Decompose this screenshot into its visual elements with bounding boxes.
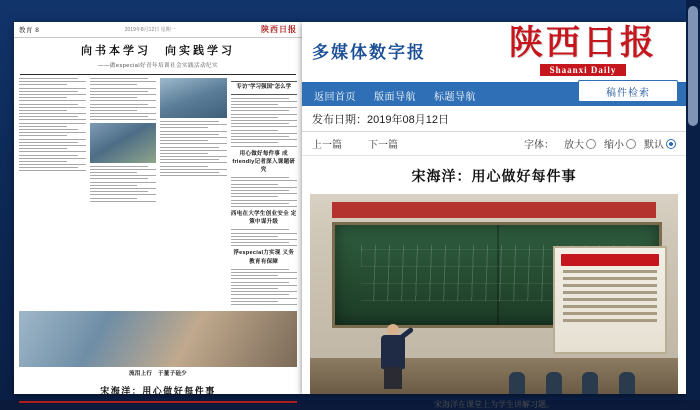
scan-text-block: [231, 98, 298, 147]
font-larger-radio[interactable]: [586, 139, 596, 149]
scan-masthead-row: [14, 22, 302, 38]
scan-column-head: 专访"学习强国"怎么学: [231, 81, 298, 95]
page-scrollbar[interactable]: [686, 0, 700, 400]
publish-date: 2019年08月12日: [367, 113, 449, 126]
scan-subheadline: ——做especial好青年培训社会实践活动纪实: [97, 63, 219, 69]
prev-article-link[interactable]: 上一篇: [312, 140, 342, 151]
scan-text-block: [231, 229, 298, 246]
next-article-link[interactable]: 下一篇: [368, 140, 398, 151]
font-default-label: 默认: [644, 140, 664, 151]
font-smaller-radio[interactable]: [626, 139, 636, 149]
masthead-english: Shaanxi Daily: [540, 64, 627, 76]
article-title: 宋海洋：用心做好每件事: [411, 168, 577, 184]
publish-label: 发布日期：: [312, 113, 367, 126]
digital-paper-viewer: [302, 22, 686, 409]
scan-text-block: [231, 177, 298, 207]
scan-bottom-title: 宋海洋：用心做好每件事: [100, 386, 216, 397]
font-larger-option[interactable]: [564, 136, 596, 151]
scan-column-3: [160, 78, 227, 307]
font-larger-label: 放大: [564, 140, 584, 151]
font-size-control: [524, 136, 676, 151]
classroom-banner: [332, 202, 656, 218]
scan-section-label: 教育 8: [19, 27, 40, 34]
font-smaller-option[interactable]: [604, 136, 636, 151]
scan-photo: [160, 78, 227, 118]
scan-brand: 陕西日报: [261, 25, 297, 34]
scan-headline-block: [14, 38, 302, 71]
scan-column-head: 浮especial力实现 义务教育有保障: [233, 250, 295, 265]
scan-column-4: [231, 78, 298, 307]
scan-text-block: [90, 166, 157, 202]
scan-red-rule: [19, 401, 297, 403]
font-default-radio[interactable]: [666, 139, 676, 149]
article-photo-caption: 宋海洋在课堂上为学生讲解习题。: [434, 400, 554, 409]
masthead-chinese: 陕西日报: [509, 23, 657, 63]
scan-issue-line: 2019年8月12日 星期一: [124, 27, 176, 33]
nav-title-index[interactable]: 标题导航: [434, 91, 476, 103]
scan-photo-caption-head: 流泪上行 于董子硅少: [128, 371, 187, 378]
scrollbar-thumb[interactable]: [688, 6, 698, 126]
font-size-label: 字体：: [524, 140, 554, 151]
newspaper-scan-image[interactable]: [14, 22, 302, 397]
scan-column-2: [90, 78, 157, 307]
font-smaller-label: 缩小: [604, 140, 624, 151]
scan-text-block: [231, 269, 298, 305]
font-default-option[interactable]: [644, 136, 676, 151]
scan-column-1: [19, 78, 86, 307]
scan-bottom-photo: [19, 311, 297, 367]
scan-divider: [20, 74, 296, 75]
scan-headline: 向书本学习 向实践学习: [81, 45, 235, 57]
nav-home[interactable]: 返回首页: [314, 91, 356, 103]
chalkboard-divider: [497, 225, 499, 325]
scan-photo: [90, 123, 157, 163]
scan-column-head: 西电在大学生创业安全 定策中谋升级: [230, 210, 297, 226]
article-photo[interactable]: [310, 194, 678, 394]
scan-column-head: 用心做好每件事 成friendly记者深入课题研究: [232, 150, 296, 173]
masthead: [488, 23, 678, 78]
scan-text-block: [160, 121, 227, 176]
scan-text-block: [19, 78, 86, 171]
viewer-header: [302, 22, 686, 84]
student-row: [310, 350, 678, 394]
site-title: 多媒体数字报: [312, 43, 426, 63]
wall-poster: [553, 246, 667, 354]
scan-columns: [14, 78, 302, 307]
article-toolbar: [302, 132, 686, 156]
scan-text-block: [90, 78, 157, 120]
article-search-button[interactable]: 稿件检索: [578, 80, 678, 102]
nav-page-index[interactable]: 版面导航: [374, 91, 416, 103]
poster-title-bar: [561, 254, 659, 266]
